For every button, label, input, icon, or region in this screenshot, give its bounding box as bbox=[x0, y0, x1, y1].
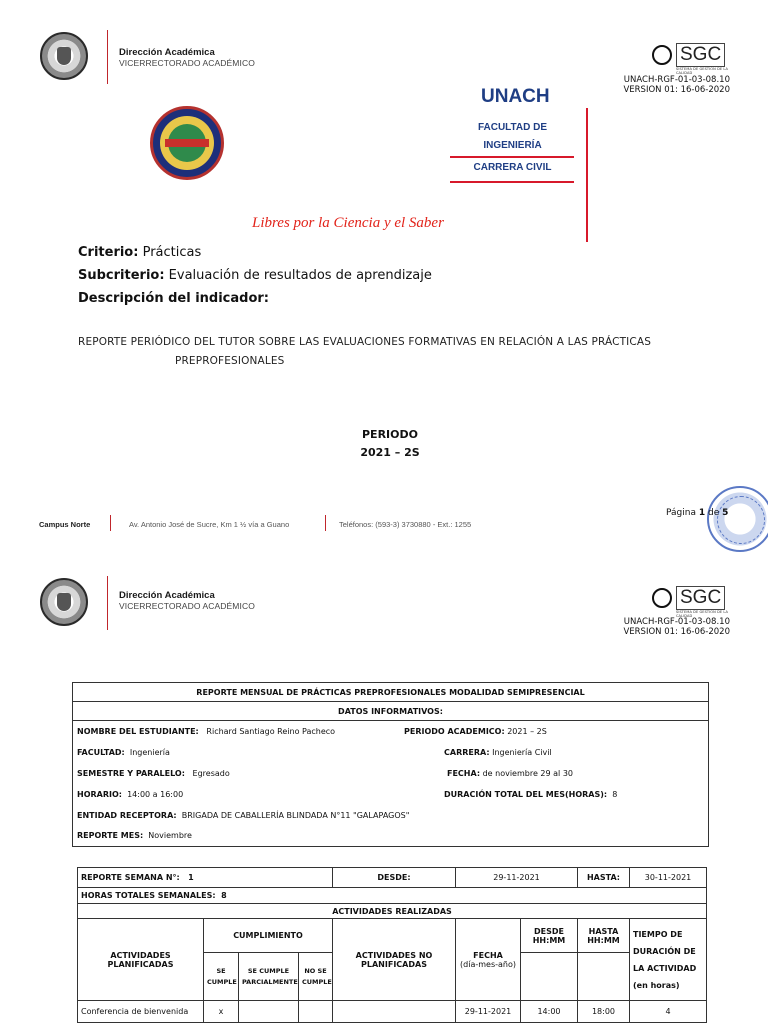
col-no-cumple: NO SE CUMPLE bbox=[299, 953, 333, 1001]
mes-label: REPORTE MES: bbox=[77, 831, 144, 841]
col-desde: DESDE HH:MM bbox=[521, 919, 578, 953]
criterio-label: Criterio: bbox=[78, 245, 139, 260]
semana-value: 1 bbox=[188, 873, 194, 882]
report-description-line1: REPORTE PERIÓDICO DEL TUTOR SOBRE LAS EVALUACIONES FORMATIVAS EN RELACIÓN A LAS PRÁCTICAS bbox=[78, 336, 652, 348]
subcriterio-label: Subcriterio: bbox=[78, 268, 165, 283]
row-semestre bbox=[73, 763, 709, 784]
row-horario bbox=[73, 784, 709, 805]
red-vertical-rule bbox=[586, 108, 588, 242]
sgc-emblem-icon-2 bbox=[652, 588, 672, 608]
page-total: 5 bbox=[722, 508, 729, 518]
header-divider-2 bbox=[107, 576, 108, 630]
document-code-2 bbox=[623, 617, 730, 637]
row-estudiante bbox=[73, 721, 709, 742]
report-description-line2: PREPROFESIONALES bbox=[175, 355, 285, 367]
periodo-label: PERIODO bbox=[362, 428, 418, 441]
campus-name: Campus Norte bbox=[39, 520, 91, 529]
facultad-cell bbox=[77, 748, 444, 757]
header-divider bbox=[107, 30, 108, 84]
col-tiempo: TIEMPO DE DURACIÓN DE LA ACTIVIDAD (en horas) bbox=[630, 919, 707, 1001]
periodo-cell bbox=[404, 727, 704, 736]
row-no-planificada bbox=[333, 1001, 456, 1023]
periodo-academico-label: PERIODO ACADEMICO: bbox=[404, 726, 505, 736]
direccion-title-2: Dirección Académica bbox=[119, 590, 215, 601]
doc-version-2: VERSION 01: 16-06-2020 bbox=[623, 627, 730, 637]
footer-campus bbox=[39, 520, 90, 529]
direccion-title: Dirección Académica bbox=[119, 47, 215, 58]
weekly-report-table bbox=[77, 867, 707, 1023]
horas-label: HORAS TOTALES SEMANALES: bbox=[81, 891, 216, 900]
row-facultad bbox=[73, 742, 709, 763]
doc-version: VERSION 01: 16-06-2020 bbox=[623, 85, 730, 95]
estudiante-label: NOMBRE DEL ESTUDIANTE: bbox=[77, 726, 199, 736]
sgc-emblem-icon bbox=[652, 45, 672, 65]
periodo-value: 2021 – 2S bbox=[360, 446, 420, 459]
carrera-cell bbox=[444, 748, 704, 757]
desde-value: 29-11-2021 bbox=[456, 868, 578, 888]
doc-code: UNACH-RGF-01-03-08.10 bbox=[623, 75, 730, 85]
vicerrectorado-subtitle: VICERRECTORADO ACADÉMICO bbox=[119, 58, 255, 68]
subcriterio-value: Evaluación de resultados de aprendizaje bbox=[168, 268, 432, 283]
row-desde: 14:00 bbox=[521, 1001, 578, 1023]
col-hasta: HASTA HH:MM bbox=[578, 919, 630, 953]
red-rule-top bbox=[450, 156, 574, 158]
horario-value: 14:00 a 16:00 bbox=[127, 789, 184, 799]
horas-value: 8 bbox=[221, 891, 227, 900]
sgc-label-2: SGC bbox=[676, 586, 725, 610]
carrera-label: CARRERA CIVIL bbox=[473, 162, 552, 173]
facultad-line2: INGENIERÍA bbox=[483, 140, 542, 151]
facultad-label: FACULTAD: bbox=[77, 747, 125, 757]
sgc-tagline-2: SISTEMA DE GESTIÓN DE LA CALIDAD bbox=[676, 610, 729, 618]
subcriterio-line bbox=[78, 268, 432, 283]
sgc-label: SGC bbox=[676, 43, 725, 67]
col-se-cumple: SE CUMPLE bbox=[204, 953, 239, 1001]
carrera-value: Ingeniería Civil bbox=[492, 747, 552, 757]
col-fecha-sub: (día-mes-año) bbox=[460, 959, 516, 969]
criterio-value: Prácticas bbox=[142, 245, 202, 260]
facultad-value: Ingeniería bbox=[129, 747, 170, 757]
sgc-tagline: SISTEMA DE GESTIÓN DE LA CALIDAD bbox=[676, 67, 729, 75]
footer-divider-1 bbox=[110, 515, 111, 531]
col-no-planificadas: ACTIVIDADES NO PLANIFICADAS bbox=[333, 919, 456, 1001]
footer-divider-2 bbox=[325, 515, 326, 531]
col-planificadas: ACTIVIDADES PLANIFICADAS bbox=[78, 919, 204, 1001]
desde-label: DESDE: bbox=[333, 868, 456, 888]
vicerrectorado-subtitle-2: VICERRECTORADO ACADÉMICO bbox=[119, 601, 255, 611]
fecha-value: de noviembre 29 al 30 bbox=[482, 768, 573, 778]
row-entidad bbox=[73, 805, 709, 826]
carrera-label-table: CARRERA: bbox=[444, 747, 490, 757]
motto: Libres por la Ciencia y el Saber bbox=[252, 215, 444, 231]
descripcion-line bbox=[78, 291, 269, 306]
estudiante-cell bbox=[77, 727, 404, 736]
mes-value: Noviembre bbox=[148, 831, 192, 841]
actividades-realizadas: ACTIVIDADES REALIZADAS bbox=[78, 904, 707, 919]
row-fecha: 29-11-2021 bbox=[456, 1001, 521, 1023]
row-hasta: 18:00 bbox=[578, 1001, 630, 1023]
row-mes bbox=[73, 826, 709, 847]
col-hasta-empty bbox=[578, 953, 630, 1001]
page-prefix: Página bbox=[666, 508, 696, 518]
semestre-value: Egresado bbox=[192, 768, 230, 778]
row-se-cumple: x bbox=[204, 1001, 239, 1023]
facultad-line1: FACULTAD DE bbox=[477, 122, 548, 133]
datos-informativos: DATOS INFORMATIVOS: bbox=[73, 702, 709, 721]
descripcion-label: Descripción del indicador: bbox=[78, 291, 270, 306]
periodo-block bbox=[330, 426, 450, 462]
report-title: REPORTE MENSUAL DE PRÁCTICAS PREPROFESIONALES MODALIDAD SEMIPRESENCIAL bbox=[73, 683, 709, 702]
sgc-logo bbox=[650, 43, 730, 73]
horas-cell bbox=[78, 888, 707, 904]
seal-band bbox=[165, 139, 209, 147]
university-seal-logo bbox=[40, 32, 88, 80]
row-tiempo: 4 bbox=[630, 1001, 707, 1023]
duracion-value: 8 bbox=[612, 789, 618, 799]
fecha-cell bbox=[447, 769, 704, 778]
doc-code-2: UNACH-RGF-01-03-08.10 bbox=[623, 617, 730, 627]
col-cumplimiento: CUMPLIMIENTO bbox=[204, 919, 333, 953]
institutional-stamp bbox=[707, 486, 768, 552]
page-current: 1 bbox=[698, 508, 706, 518]
facultad-block bbox=[450, 119, 575, 155]
horario-cell bbox=[77, 790, 444, 799]
hasta-value: 30-11-2021 bbox=[630, 868, 707, 888]
sgc-logo-2 bbox=[650, 586, 730, 616]
entidad-label: ENTIDAD RECEPTORA: bbox=[77, 810, 177, 820]
unach-title: UNACH bbox=[481, 86, 550, 107]
semana-cell bbox=[78, 868, 333, 888]
semestre-label: SEMESTRE Y PARALELO: bbox=[77, 768, 185, 778]
unach-coat-of-arms-logo bbox=[150, 106, 224, 180]
page-number bbox=[666, 508, 728, 518]
footer-phones: Teléfonos: (593-3) 3730880 - Ext.: 1255 bbox=[339, 520, 472, 529]
table-row bbox=[78, 1001, 707, 1023]
semestre-cell bbox=[77, 769, 447, 778]
duracion-label: DURACIÓN TOTAL DEL MES(HORAS): bbox=[444, 789, 608, 799]
col-fecha-label: FECHA bbox=[473, 950, 503, 960]
col-parcial: SE CUMPLE PARCIALMENTE bbox=[239, 953, 299, 1001]
row-parcial bbox=[239, 1001, 299, 1023]
red-rule-bottom bbox=[450, 181, 574, 183]
footer-address: Av. Antonio José de Sucre, Km 1 ½ vía a Guano bbox=[129, 520, 290, 529]
criterio-line bbox=[78, 245, 201, 260]
horario-label: HORARIO: bbox=[77, 789, 122, 799]
fecha-label: FECHA: bbox=[447, 768, 481, 778]
page-of: de bbox=[708, 508, 720, 518]
university-seal-logo-2 bbox=[40, 578, 88, 626]
row-actividad: Conferencia de bienvenida bbox=[78, 1001, 204, 1023]
row-no-cumple bbox=[299, 1001, 333, 1023]
entidad-value: BRIGADA DE CABALLERÍA BLINDADA N°11 "GALAPAGOS" bbox=[181, 810, 410, 820]
duracion-cell bbox=[444, 790, 704, 799]
semana-label: REPORTE SEMANA N°: bbox=[81, 873, 180, 882]
document-code bbox=[623, 75, 730, 95]
estudiante-value: Richard Santiago Reino Pacheco bbox=[206, 726, 336, 736]
periodo-academico-value: 2021 – 2S bbox=[507, 726, 547, 736]
col-desde-empty bbox=[521, 953, 578, 1001]
col-fecha bbox=[456, 919, 521, 1001]
hasta-label: HASTA: bbox=[578, 868, 630, 888]
monthly-report-table bbox=[72, 682, 709, 847]
